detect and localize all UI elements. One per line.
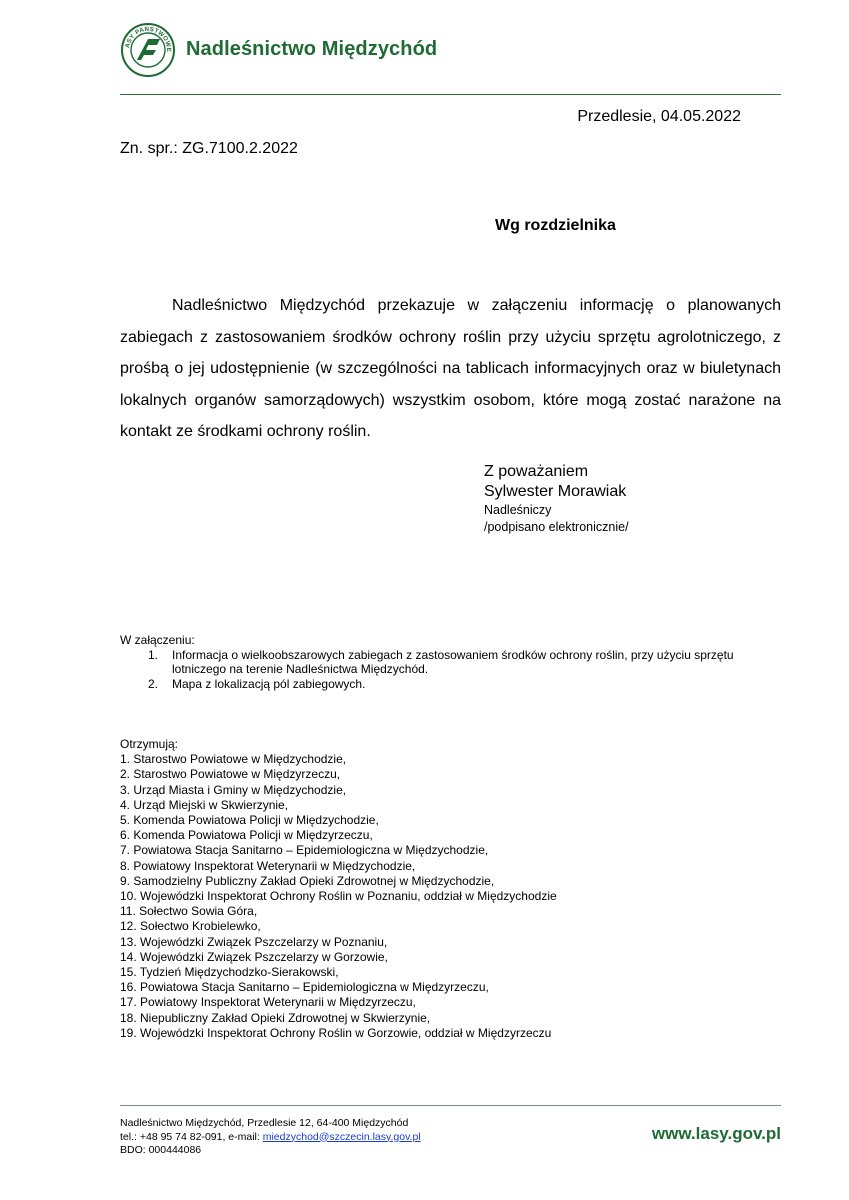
- list-item-text: Informacja o wielkoobszarowych zabiegach z zastosowaniem środków ochrony roślin, przy użyciu sprzętu lotniczego na terenie Nadleśnictwa Międzychód.: [172, 647, 734, 676]
- signature-note: /podpisano elektronicznie/: [484, 520, 629, 534]
- list-item: 17. Powiatowy Inspektorat Weterynarii w Międzyrzeczu,: [120, 995, 416, 1010]
- footer-contact: [120, 1117, 421, 1158]
- list-item-number: 2.: [148, 676, 159, 691]
- organization-name: Nadleśnictwo Międzychód: [186, 38, 438, 60]
- list-item: [120, 648, 781, 677]
- list-item: 4. Urząd Miejski w Skwierzynie,: [120, 797, 289, 812]
- place-date: Przedlesie, 04.05.2022: [577, 108, 741, 125]
- list-item: 10. Wojewódzki Inspektorat Ochrony Roślin w Poznaniu, oddział w Międzychodzie: [120, 889, 557, 904]
- list-item: [120, 677, 781, 692]
- attachments-heading: W załączeniu:: [120, 633, 195, 647]
- footer-bdo: BDO: 000444086: [120, 1144, 202, 1156]
- list-item: 15. Tydzień Międzychodzko-Sierakowski,: [120, 965, 339, 980]
- attachments-list: [120, 648, 781, 692]
- list-item: 11. Sołectwo Sowia Góra,: [120, 904, 258, 919]
- letter-body: Nadleśnictwo Międzychód przekazuje w załączeniu informację o planowanych zabiegach z zastosowaniem środków ochrony roślin przy użyciu sprzętu agrolotniczego, z prośbą o jej udostępnienie (w szczególności na tablicach informacyjnych oraz w biuletynach lokalnych organów samorządowych) wszystkim osobom, które mogą zostać narażone na kontakt ze środkami ochrony roślin.: [120, 297, 781, 440]
- list-item: 9. Samodzielny Publiczny Zakład Opieki Zdrowotnej w Międzychodzie,: [120, 873, 495, 888]
- list-item: 7. Powiatowa Stacja Sanitarno – Epidemiologiczna w Międzychodzie,: [120, 843, 489, 858]
- list-item: 2. Starostwo Powiatowe w Międzyrzeczu,: [120, 767, 341, 782]
- website-link[interactable]: www.lasy.gov.pl: [651, 1124, 781, 1143]
- list-item: 8. Powiatowy Inspektorat Weterynarii w Międzychodzie,: [120, 858, 416, 873]
- email-link[interactable]: miedzychod@szczecin.lasy.gov.pl: [262, 1130, 421, 1143]
- footer-divider: [120, 1105, 781, 1106]
- logo-text: ASY PAŃSTWOWE: [124, 25, 173, 53]
- list-item: 18. Niepubliczny Zakład Opieki Zdrowotnej w Skwierzynie,: [120, 1010, 431, 1025]
- lasy-panstwowe-logo: [120, 22, 176, 78]
- list-item: 12. Sołectwo Krobielewko,: [120, 919, 261, 934]
- list-item: 13. Wojewódzki Związek Pszczelarzy w Poznaniu,: [120, 934, 388, 949]
- list-item: 6. Komenda Powiatowa Policji w Międzyrzeczu,: [120, 828, 373, 843]
- list-item: 5. Komenda Powiatowa Policji w Międzychodzie,: [120, 813, 379, 828]
- recipient-line: Wg rozdzielnika: [495, 217, 616, 234]
- receivers-list: [120, 752, 781, 1041]
- attachments-section: [120, 633, 781, 691]
- list-item-text: Mapa z lokalizacją pól zabiegowych.: [172, 676, 366, 691]
- header-divider: [120, 94, 781, 95]
- signature-name: Sylwester Morawiak: [484, 483, 627, 500]
- signature-role: Nadleśniczy: [484, 503, 552, 517]
- footer-address: Nadleśnictwo Międzychód, Przedlesie 12, 64-400 Międzychód: [120, 1117, 409, 1129]
- footer-contact-line: [120, 1131, 421, 1145]
- footer-phone: tel.: +48 95 74 82-091, e-mail:: [120, 1130, 263, 1143]
- receivers-section: [120, 737, 781, 1041]
- receivers-heading: Otrzymują:: [120, 737, 179, 751]
- list-item: 14. Wojewódzki Związek Pszczelarzy w Gorzowie,: [120, 949, 388, 964]
- signature-closing: Z poważaniem: [484, 463, 589, 480]
- signature-block: [484, 462, 629, 536]
- case-reference: Zn. spr.: ZG.7100.2.2022: [120, 140, 298, 157]
- list-item-number: 1.: [148, 647, 159, 662]
- list-item: 16. Powiatowa Stacja Sanitarno – Epidemiologiczna w Międzyrzeczu,: [120, 980, 489, 995]
- list-item: 1. Starostwo Powiatowe w Międzychodzie,: [120, 752, 347, 767]
- list-item: 3. Urząd Miasta i Gminy w Międzychodzie,: [120, 782, 347, 797]
- list-item: 19. Wojewódzki Inspektorat Ochrony Roślin w Gorzowie, oddział w Międzyrzeczu: [120, 1025, 552, 1040]
